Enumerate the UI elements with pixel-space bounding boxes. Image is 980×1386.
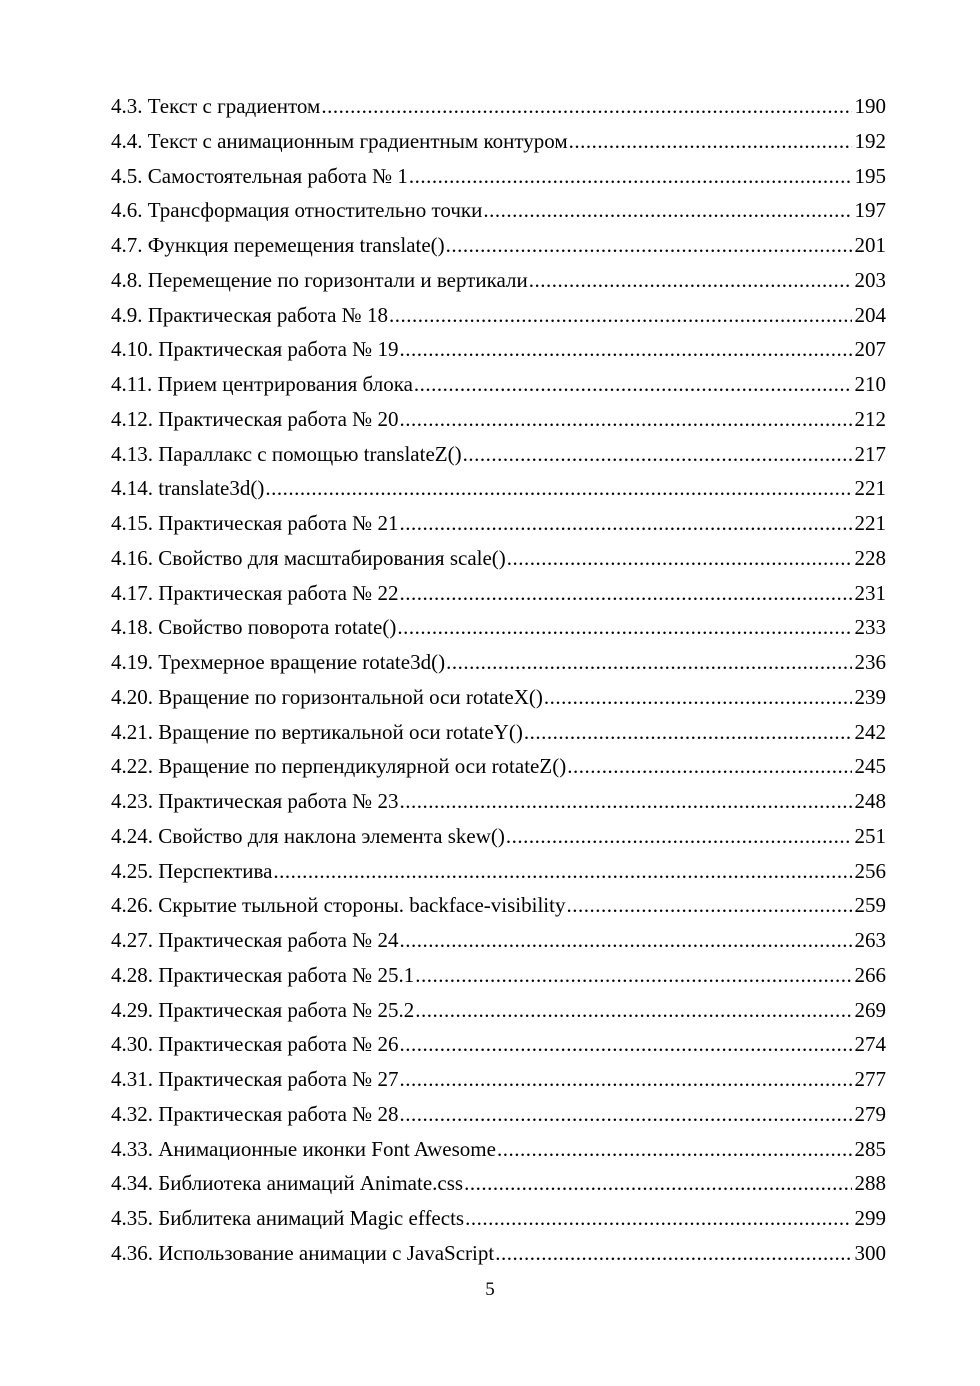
- toc-entry[interactable]: [111, 228, 886, 263]
- toc-dot-leader: [399, 576, 851, 611]
- toc-dot-leader: [273, 854, 851, 889]
- toc-entry-title: 4.12. Практическая работа № 20: [111, 406, 399, 431]
- toc-entry-page: 300: [854, 1240, 886, 1265]
- toc-entry-page: 288: [854, 1171, 886, 1196]
- toc-dot-leader: [399, 332, 851, 367]
- toc-entry[interactable]: [111, 645, 886, 680]
- toc-entry[interactable]: [111, 1027, 886, 1062]
- toc-entry-title: 4.32. Практическая работа № 28: [111, 1101, 399, 1126]
- toc-entry-title: 4.23. Практическая работа № 23: [111, 789, 399, 813]
- toc-entry-page: 242: [854, 719, 886, 744]
- toc-entry-page: 195: [854, 163, 886, 188]
- toc-entry[interactable]: [111, 610, 886, 645]
- toc-entry-page: 231: [854, 580, 886, 605]
- toc-entry-title: 4.25. Перспектива: [111, 858, 273, 883]
- toc-entry-title: 4.16. Свойство для масштабирования scale(): [111, 545, 506, 570]
- toc-entry-page: 269: [854, 997, 886, 1022]
- toc-entry-title: 4.14. translate3d(): [111, 476, 265, 501]
- toc-dot-leader: [415, 958, 851, 993]
- toc-entry-title: 4.9. Практическая работа № 18: [111, 302, 388, 327]
- toc-dot-leader: [399, 402, 851, 437]
- toc-entry-title: 4.17. Практическая работа № 22: [111, 580, 399, 605]
- toc-entry-title: 4.35. Библитека анимаций Magic effects: [111, 1206, 465, 1230]
- toc-dot-leader: [567, 749, 851, 784]
- toc-entry-page: 204: [854, 302, 886, 327]
- toc-entry-title: 4.30. Практическая работа № 26: [111, 1032, 399, 1057]
- toc-entry[interactable]: [111, 993, 886, 1028]
- toc-dot-leader: [569, 124, 852, 159]
- toc-entry[interactable]: [111, 89, 886, 124]
- toc-entry-page: 221: [854, 476, 886, 501]
- toc-dot-leader: [389, 298, 852, 333]
- toc-entry-title: 4.5. Самостоятельная работа № 1: [111, 163, 408, 188]
- toc-entry-page: 251: [854, 823, 886, 848]
- toc-dot-leader: [399, 1027, 851, 1062]
- toc-entry-page: 245: [854, 754, 886, 779]
- toc-entry-title: 4.13. Параллакс с помощью translateZ(): [111, 441, 462, 466]
- toc-entry[interactable]: [111, 437, 886, 472]
- toc-entry[interactable]: [111, 715, 886, 750]
- toc-entry-title: 4.34. Библиотека анимаций Animate.css: [111, 1171, 464, 1196]
- toc-entry-title: 4.20. Вращение по горизонтальной оси rotateX(): [111, 684, 543, 709]
- toc-entry-title: 4.28. Практическая работа № 25.1: [111, 962, 415, 987]
- toc-entry-page: 239: [854, 684, 886, 709]
- toc-entry[interactable]: [111, 1132, 886, 1167]
- toc-entry-page: 203: [854, 267, 886, 292]
- toc-entry-page: 279: [854, 1101, 886, 1126]
- toc-entry-page: 192: [854, 128, 886, 153]
- toc-entry-page: 248: [854, 789, 886, 813]
- toc-entry-page: 233: [854, 615, 886, 640]
- toc-entry[interactable]: [111, 263, 886, 298]
- toc-entry[interactable]: [111, 402, 886, 437]
- toc-entry[interactable]: [111, 784, 886, 819]
- toc-entry[interactable]: [111, 1166, 886, 1201]
- toc-entry[interactable]: [111, 923, 886, 958]
- toc-dot-leader: [463, 437, 852, 472]
- toc-entry-title: 4.22. Вращение по перпендикулярной оси rotateZ(): [111, 754, 567, 779]
- toc-dot-leader: [497, 1132, 852, 1167]
- toc-entry-title: 4.26. Скрытие тыльной стороны. backface-visibility: [111, 893, 566, 918]
- toc-entry-title: 4.4. Текст с анимационным градиентным контуром: [111, 128, 568, 153]
- toc-dot-leader: [524, 715, 852, 750]
- toc-dot-leader: [265, 471, 851, 506]
- toc-entry[interactable]: [111, 1062, 886, 1097]
- toc-dot-leader: [399, 784, 851, 819]
- toc-dot-leader: [399, 506, 851, 541]
- page-number: 5: [485, 1279, 495, 1300]
- toc-entry-title: 4.7. Функция перемещения translate(): [111, 233, 445, 257]
- toc-entry-title: 4.8. Перемещение по горизонтали и вертикали: [111, 267, 528, 292]
- toc-entry-page: 263: [854, 928, 886, 952]
- toc-entry[interactable]: [111, 124, 886, 159]
- toc-entry[interactable]: [111, 541, 886, 576]
- toc-entry-page: 207: [854, 337, 886, 362]
- toc-entry-page: 266: [854, 962, 886, 987]
- toc-entry-page: 201: [854, 233, 886, 257]
- toc-entry-page: 197: [854, 198, 886, 223]
- toc-entry-page: 256: [854, 858, 886, 883]
- toc-entry-page: 228: [854, 545, 886, 570]
- toc-entry[interactable]: [111, 576, 886, 611]
- toc-entry[interactable]: [111, 471, 886, 506]
- table-of-contents: [111, 89, 886, 1271]
- toc-entry[interactable]: [111, 159, 886, 194]
- toc-dot-leader: [495, 1236, 851, 1271]
- toc-entry-page: 259: [854, 893, 886, 918]
- toc-entry-title: 4.18. Свойство поворота rotate(): [111, 615, 397, 640]
- toc-entry[interactable]: [111, 958, 886, 993]
- toc-entry-page: 236: [854, 650, 886, 674]
- toc-entry-page: 299: [854, 1206, 886, 1230]
- toc-dot-leader: [399, 1062, 851, 1097]
- toc-dot-leader: [483, 193, 851, 228]
- toc-dot-leader: [409, 159, 852, 194]
- toc-entry[interactable]: [111, 1097, 886, 1132]
- toc-dot-leader: [446, 228, 852, 263]
- toc-entry-title: 4.27. Практическая работа № 24: [111, 928, 399, 952]
- toc-entry-page: 217: [854, 441, 886, 466]
- toc-entry[interactable]: [111, 298, 886, 333]
- toc-entry-page: 210: [854, 372, 886, 396]
- toc-entry[interactable]: [111, 506, 886, 541]
- toc-entry[interactable]: [111, 854, 886, 889]
- toc-dot-leader: [415, 993, 851, 1028]
- toc-dot-leader: [464, 1166, 851, 1201]
- toc-entry[interactable]: [111, 193, 886, 228]
- toc-entry-title: 4.33. Анимационные иконки Font Awesome: [111, 1136, 496, 1161]
- toc-dot-leader: [397, 610, 851, 645]
- toc-entry[interactable]: [111, 367, 886, 402]
- toc-dot-leader: [399, 923, 851, 958]
- toc-entry-title: 4.6. Трансформация отностительно точки: [111, 198, 483, 223]
- toc-entry-title: 4.11. Прием центрирования блока: [111, 372, 413, 396]
- toc-entry[interactable]: [111, 749, 886, 784]
- toc-entry[interactable]: [111, 680, 886, 715]
- toc-dot-leader: [399, 1097, 851, 1132]
- toc-dot-leader: [414, 367, 852, 402]
- toc-entry-title: 4.36. Использование анимации с JavaScript: [111, 1240, 495, 1265]
- toc-entry-title: 4.29. Практическая работа № 25.2: [111, 997, 415, 1022]
- toc-entry-page: 274: [854, 1032, 886, 1057]
- toc-entry[interactable]: [111, 888, 886, 923]
- toc-entry-page: 277: [854, 1067, 886, 1091]
- toc-entry-title: 4.24. Свойство для наклона элемента skew(): [111, 823, 505, 848]
- toc-entry-page: 221: [854, 511, 886, 535]
- toc-entry-page: 285: [854, 1136, 886, 1161]
- toc-entry-title: 4.3. Текст с градиентом: [111, 94, 321, 118]
- toc-entry-page: 190: [854, 94, 886, 118]
- toc-dot-leader: [544, 680, 852, 715]
- toc-dot-leader: [446, 645, 851, 680]
- toc-entry[interactable]: [111, 819, 886, 854]
- toc-dot-leader: [566, 888, 851, 923]
- toc-entry[interactable]: [111, 332, 886, 367]
- toc-entry-title: 4.10. Практическая работа № 19: [111, 337, 399, 362]
- toc-entry-page: 212: [854, 406, 886, 431]
- toc-dot-leader: [506, 819, 852, 854]
- toc-dot-leader: [321, 89, 851, 124]
- toc-entry[interactable]: [111, 1201, 886, 1236]
- toc-entry-title: 4.19. Трехмерное вращение rotate3d(): [111, 650, 446, 674]
- toc-entry[interactable]: [111, 1236, 886, 1271]
- toc-dot-leader: [507, 541, 852, 576]
- toc-dot-leader: [529, 263, 852, 298]
- toc-entry-title: 4.31. Практическая работа № 27: [111, 1067, 399, 1091]
- toc-entry-title: 4.15. Практическая работа № 21: [111, 511, 399, 535]
- toc-entry-title: 4.21. Вращение по вертикальной оси rotateY(): [111, 719, 523, 744]
- toc-dot-leader: [465, 1201, 851, 1236]
